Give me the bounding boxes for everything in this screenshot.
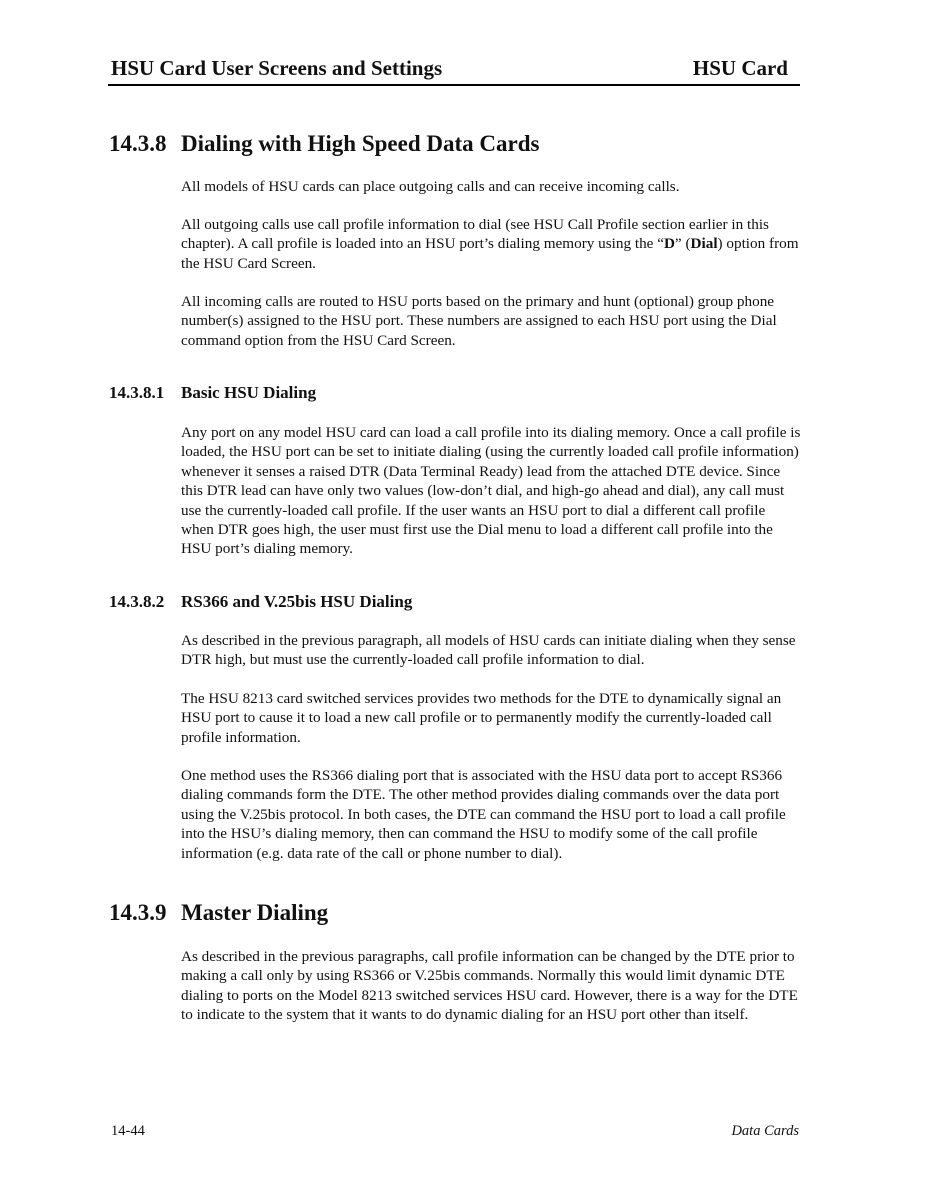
paragraph: All models of HSU cards can place outgoing calls and can receive incoming calls. <box>181 178 680 195</box>
running-footer: Data Cards <box>731 1123 799 1139</box>
section-title: Master Dialing <box>181 900 329 925</box>
text-run: All outgoing calls use call profile information to dial (see HSU Call Profile section earlier in this chapter). A call profile is loaded into an HSU port’s dialing memory using the “ <box>181 216 769 253</box>
paragraph: All incoming calls are routed to HSU ports based on the primary and hunt (optional) group phone number(s) assigned to the HSU port. These numbers are assigned to each HSU port using the Dial command option from the HSU Card Screen. <box>181 293 777 349</box>
text-run: ” ( <box>674 235 691 253</box>
header-divider <box>108 84 800 86</box>
text-run: ) option from the HSU Card Screen. <box>181 235 799 272</box>
section-number: 14.3.8 <box>109 131 167 156</box>
paragraph: As described in the previous paragraph, all models of HSU cards can initiate dialing when they sense DTR high, but must use the currently-loaded call profile information to dial. <box>181 632 796 669</box>
section-number: 14.3.9 <box>109 900 167 925</box>
paragraph: As described in the previous paragraphs, call profile information can be changed by the DTE prior to making a call only by using RS366 or V.25bis commands. Normally this would limit dynamic DTE dialing to ports on the Model 8213 switched services HSU card. However, there is a way for the DTE to indicate to the system that it wants to do dynamic dialing for an HSU port other than itself. <box>181 948 798 1024</box>
paragraph: One method uses the RS366 dialing port that is associated with the HSU data port to accept RS366 dialing commands form the DTE. The other method provides dialing commands over the data port using the V.25bis protocol. In both cases, the DTE can command the HSU port to load a call profile into the HSU’s dialing memory, then can command the HSU to modify some of the call profile information (e.g. data rate of the call or phone number to dial). <box>181 767 786 862</box>
section-title: Dialing with High Speed Data Cards <box>181 131 540 156</box>
running-header-title: HSU Card User Screens and Settings <box>111 56 443 80</box>
section-number: 14.3.8.2 <box>109 592 165 611</box>
page-number: 14-44 <box>111 1123 145 1139</box>
bold-key: D <box>663 235 675 253</box>
section-heading-14-3-8 <box>109 130 539 158</box>
section-title: RS366 and V.25bis HSU Dialing <box>181 592 413 611</box>
section-number: 14.3.8.1 <box>109 383 165 402</box>
bold-key: Dial <box>690 235 718 253</box>
section-heading-14-3-8-1 <box>109 382 316 404</box>
section-title: Basic HSU Dialing <box>181 383 317 402</box>
section-heading-14-3-8-2 <box>109 591 412 613</box>
paragraph: Any port on any model HSU card can load a call profile into its dialing memory. Once a call profile is loaded, the HSU port can be set to initiate dialing (using the currently loaded call profile information) whenever it senses a raised DTR (Data Terminal Ready) lead from the attached DTE device. Since this DTR lead can have only two values (low-don’t dial, and high-go ahead and dial), any call must use the currently-loaded call profile. If the user wants an HSU port to dial a different call profile when DTR goes high, the user must first use the Dial menu to load a different call profile into the HSU port’s dialing memory. <box>181 424 801 558</box>
running-header-chapter: HSU Card <box>692 56 788 80</box>
section-heading-14-3-9 <box>109 899 328 927</box>
paragraph: The HSU 8213 card switched services provides two methods for the DTE to dynamically signal an HSU port to cause it to load a new call profile or to permanently modify the currently-loaded call profile information. <box>181 690 782 746</box>
paragraph-dial-option <box>181 215 801 273</box>
